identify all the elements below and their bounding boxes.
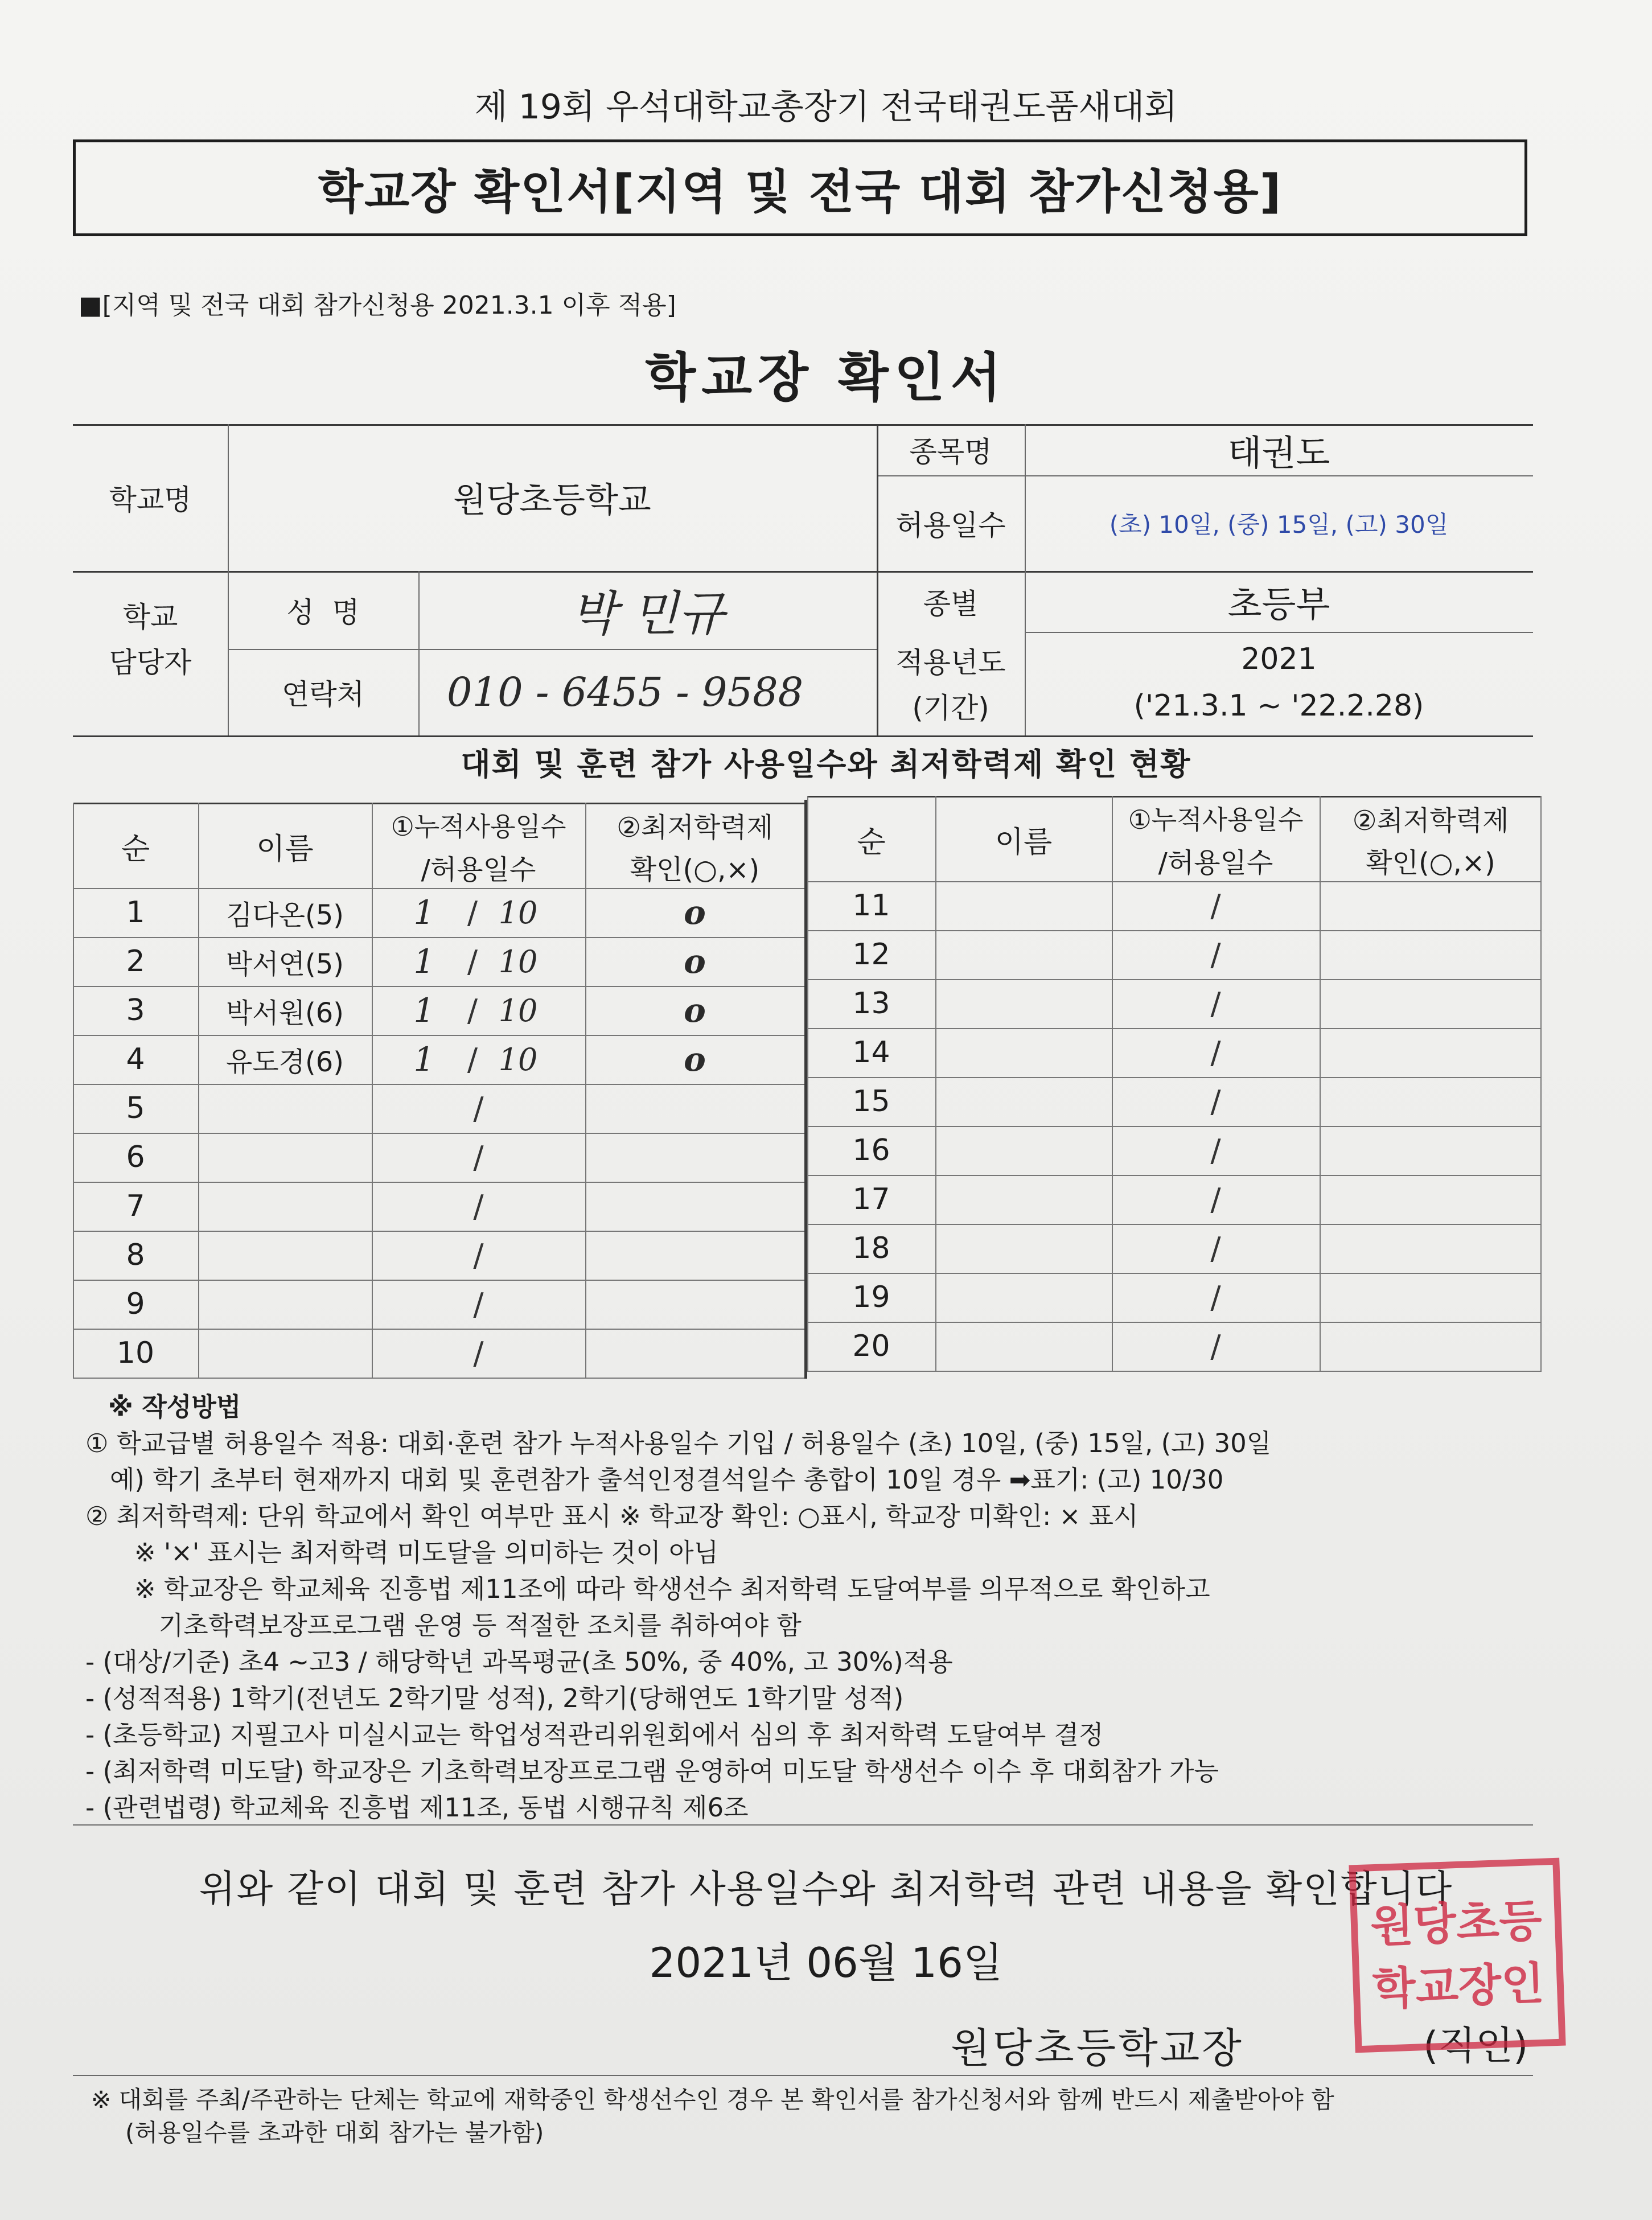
notes-line: ※ '×' 표시는 최저학력 미도달을 의미하는 것이 아님: [85, 1537, 719, 1568]
table-grid-line: [73, 986, 804, 987]
header-name-left: 이름: [256, 832, 314, 866]
row-name: 김다온(5): [225, 899, 344, 931]
table-grid-line: [73, 1035, 804, 1036]
header-no-right: 순: [857, 825, 886, 860]
row-no: 11: [852, 889, 890, 923]
row-separator: /: [467, 1041, 478, 1078]
row-separator: /: [473, 1335, 484, 1371]
header-days-line1-left: ①누적사용일수: [391, 811, 566, 842]
header-days-line1-right: ①누적사용일수: [1128, 804, 1304, 835]
row-check: o: [684, 893, 706, 932]
contact-value: 010 - 6455 - 9588: [447, 669, 804, 716]
row-no: 15: [852, 1084, 890, 1119]
table-grid-line: [1540, 796, 1542, 1372]
notes-line: - (관련법령) 학교체육 진흥법 제11조, 동법 시행규칙 제6조: [85, 1793, 749, 1823]
row-no: 12: [852, 938, 890, 972]
row-separator: /: [473, 1237, 484, 1273]
table-grid-line: [804, 800, 807, 1379]
principal-title: 원당초등학교장: [951, 2024, 1244, 2072]
period-range: ('21.3.1 ~ '22.2.28): [1133, 689, 1424, 723]
table-grid-line: [1320, 796, 1321, 1372]
table-grid-line: [73, 1231, 804, 1232]
header-academic-line2-left: 확인(○,×): [630, 853, 760, 886]
row-allowed-days: 10: [498, 992, 538, 1029]
row-separator: /: [467, 943, 478, 980]
seal-mark: (직인): [1423, 2024, 1528, 2069]
row-no: 2: [126, 944, 145, 979]
table-grid-line: [73, 803, 804, 804]
table-grid-line: [73, 803, 74, 1379]
table-grid-line: [935, 796, 936, 1372]
table-grid-line: [73, 1329, 804, 1330]
confirmation-date: 2021년 06월 16일: [649, 1939, 1003, 1987]
school-name-label: 학교명: [109, 483, 192, 516]
table-grid-line: [585, 803, 586, 1379]
row-no: 13: [852, 986, 890, 1021]
notes-line: ② 최저학력제: 단위 학교에서 확인 여부만 표시 ※ 학교장 확인: ○표시, 학교장 미확인: × 표시: [85, 1501, 1139, 1531]
row-no: 10: [116, 1336, 155, 1370]
row-name: 박서연(5): [225, 948, 344, 980]
row-no: 20: [852, 1329, 890, 1363]
row-no: 16: [852, 1133, 890, 1167]
row-no: 3: [126, 993, 145, 1027]
row-used-days: 1: [413, 1040, 435, 1079]
table-grid-line: [807, 881, 1542, 882]
main-title: 학교장 확인서[지역 및 전국 대회 참가신청용]: [73, 139, 1527, 236]
row-separator: /: [1210, 1181, 1221, 1218]
applicable-note: ■[지역 및 전국 대회 참가신청용 2021.3.1 이후 적용]: [79, 291, 676, 320]
contact-label: 연락처: [282, 678, 364, 711]
table-grid-line: [807, 796, 808, 1372]
notes-line: ① 학교급별 허용일수 적용: 대회·훈련 참가 누적사용일수 기입 / 허용일수 (초) 10일, (중) 15일, (고) 30일: [85, 1428, 1272, 1458]
table-grid-line: [807, 1126, 1542, 1127]
row-separator: /: [473, 1286, 484, 1322]
row-used-days: 1: [413, 991, 435, 1030]
event-title: 제 19회 우석대학교총장기 전국태권도품새대회: [474, 87, 1178, 127]
allowed-days-value: (초) 10일, (중) 15일, (고) 30일: [1109, 511, 1449, 538]
row-separator: /: [467, 992, 478, 1029]
notes-heading: ※ 작성방법: [108, 1392, 241, 1422]
table-grid-line: [73, 888, 804, 889]
status-table-title: 대회 및 훈련 참가 사용일수와 최저학력제 확인 현황: [461, 746, 1191, 782]
table-grid-line: [73, 1133, 804, 1134]
row-separator: /: [473, 1139, 484, 1175]
row-separator: /: [1210, 1328, 1221, 1364]
division-value: 초등부: [1227, 583, 1330, 625]
table-grid-line: [807, 1273, 1542, 1274]
notes-line: ※ 학교장은 학교체육 진흥법 제11조에 따라 학생선수 최저학력 도달여부를 의무적으로 확인하고: [85, 1574, 1210, 1604]
table-grid-line: [807, 930, 1542, 931]
table-grid-line: [1112, 796, 1113, 1372]
row-separator: /: [1210, 1132, 1221, 1169]
row-used-days: 1: [413, 942, 435, 981]
table-grid-line: [372, 803, 373, 1379]
notes-line: - (성적적용) 1학기(전년도 2학기말 성적), 2학기(당해연도 1학기말 성적): [85, 1683, 904, 1713]
allowed-days-label: 허용일수: [895, 509, 1006, 542]
row-used-days: 1: [413, 893, 435, 932]
period-year: 2021: [1241, 642, 1317, 676]
form-title: 학교장 확인서: [645, 347, 1007, 408]
row-separator: /: [467, 894, 478, 931]
table-grid-line: [807, 1175, 1542, 1176]
row-check: o: [684, 942, 706, 981]
row-no: 14: [852, 1035, 890, 1070]
header-academic-line2-right: 확인(○,×): [1366, 846, 1495, 879]
footer-line: ※ 대회를 주최/주관하는 단체는 학교에 재학중인 학생선수인 경우 본 확인서를 참가신청서와 함께 반드시 제출받아야 함: [91, 2086, 1334, 2114]
row-no: 6: [126, 1140, 145, 1174]
row-no: 7: [126, 1189, 145, 1223]
table-grid-line: [807, 1028, 1542, 1029]
row-allowed-days: 10: [498, 894, 538, 931]
row-name: 박서원(6): [225, 997, 344, 1029]
row-separator: /: [1210, 1083, 1221, 1120]
header-days-line2-right: /허용일수: [1158, 846, 1273, 879]
row-no: 19: [852, 1280, 890, 1314]
row-no: 5: [126, 1091, 145, 1125]
row-check: o: [684, 1040, 706, 1079]
row-name: 유도경(6): [225, 1046, 344, 1078]
manager-name-value: 박 민규: [570, 586, 725, 642]
header-name-right: 이름: [995, 825, 1053, 860]
stamp-line: 학교장인: [1371, 1958, 1546, 2016]
header-no-left: 순: [121, 832, 150, 866]
school-seal-stamp: [1349, 1858, 1565, 2053]
confirmation-statement: 위와 같이 대회 및 훈련 참가 사용일수와 최저학력 관련 내용을 확인합니다: [199, 1867, 1453, 1911]
footer-note: [91, 2083, 1583, 2149]
table-grid-line: [73, 1182, 804, 1183]
division-label: 종별: [923, 587, 979, 620]
table-grid-line: [73, 1378, 804, 1379]
table-grid-line: [807, 1224, 1542, 1225]
row-separator: /: [473, 1188, 484, 1224]
table-grid-line: [807, 1371, 1542, 1372]
table-grid-line: [73, 1280, 804, 1281]
footer-line: (허용일수를 초과한 대회 참가는 불가함): [125, 2119, 544, 2147]
event-label: 종목명: [909, 435, 992, 468]
header-academic-line1-left: ②최저학력제: [617, 811, 773, 844]
row-separator: /: [1210, 985, 1221, 1022]
manager-name-label: 성 명: [286, 595, 360, 629]
table-grid-line: [807, 1322, 1542, 1323]
row-no: 17: [852, 1182, 890, 1216]
row-separator: /: [1210, 887, 1221, 924]
row-separator: /: [473, 1090, 484, 1127]
row-no: 9: [126, 1287, 145, 1321]
manager-label-line1: 학교: [122, 601, 178, 634]
table-grid-line: [73, 1084, 804, 1085]
table-grid-line: [807, 979, 1542, 980]
stamp-line: 원당초등: [1369, 1895, 1543, 1953]
table-grid-line: [807, 796, 1542, 797]
row-separator: /: [1210, 936, 1221, 973]
table-grid-line: [73, 937, 804, 938]
notes-line: 기초학력보장프로그램 운영 등 적절한 조치를 취하여야 함: [85, 1610, 802, 1641]
row-separator: /: [1210, 1034, 1221, 1071]
row-check: o: [684, 991, 706, 1030]
notes-line: - (대상/기준) 초4 ~고3 / 해당학년 과목평균(초 50%, 중 40%, 고 30%)적용: [85, 1647, 953, 1677]
period-label-line1: 적용년도: [895, 646, 1006, 679]
manager-label-line2: 담당자: [109, 646, 192, 679]
row-no: 4: [126, 1042, 145, 1076]
row-no: 1: [126, 895, 145, 930]
row-allowed-days: 10: [498, 943, 538, 980]
table-grid-line: [807, 1077, 1542, 1078]
event-value: 태권도: [1227, 431, 1330, 474]
writing-instructions: [85, 1389, 1577, 1826]
period-label-line2: (기간): [912, 692, 989, 725]
header-academic-line1-right: ②최저학력제: [1352, 804, 1509, 837]
row-no: 8: [126, 1238, 145, 1272]
row-separator: /: [1210, 1230, 1221, 1267]
row-no: 18: [852, 1231, 890, 1265]
header-days-line2-left: /허용일수: [421, 853, 536, 886]
notes-line: - (초등학교) 지필고사 미실시교는 학업성적관리위원회에서 심의 후 최저학력 도달여부 결정: [85, 1720, 1104, 1750]
row-allowed-days: 10: [498, 1041, 538, 1078]
school-name-value: 원당초등학교: [453, 480, 651, 520]
notes-line: 예) 학기 초부터 현재까지 대회 및 훈련참가 출석인정결석일수 총합이 10일 경우 ➡표기: (고) 10/30: [85, 1465, 1224, 1495]
notes-line: - (최저학력 미도달) 학교장은 기초학력보장프로그램 운영하여 미도달 학생선수 이수 후 대회참가 가능: [85, 1756, 1219, 1786]
table-grid-line: [198, 803, 199, 1379]
row-separator: /: [1210, 1279, 1221, 1315]
